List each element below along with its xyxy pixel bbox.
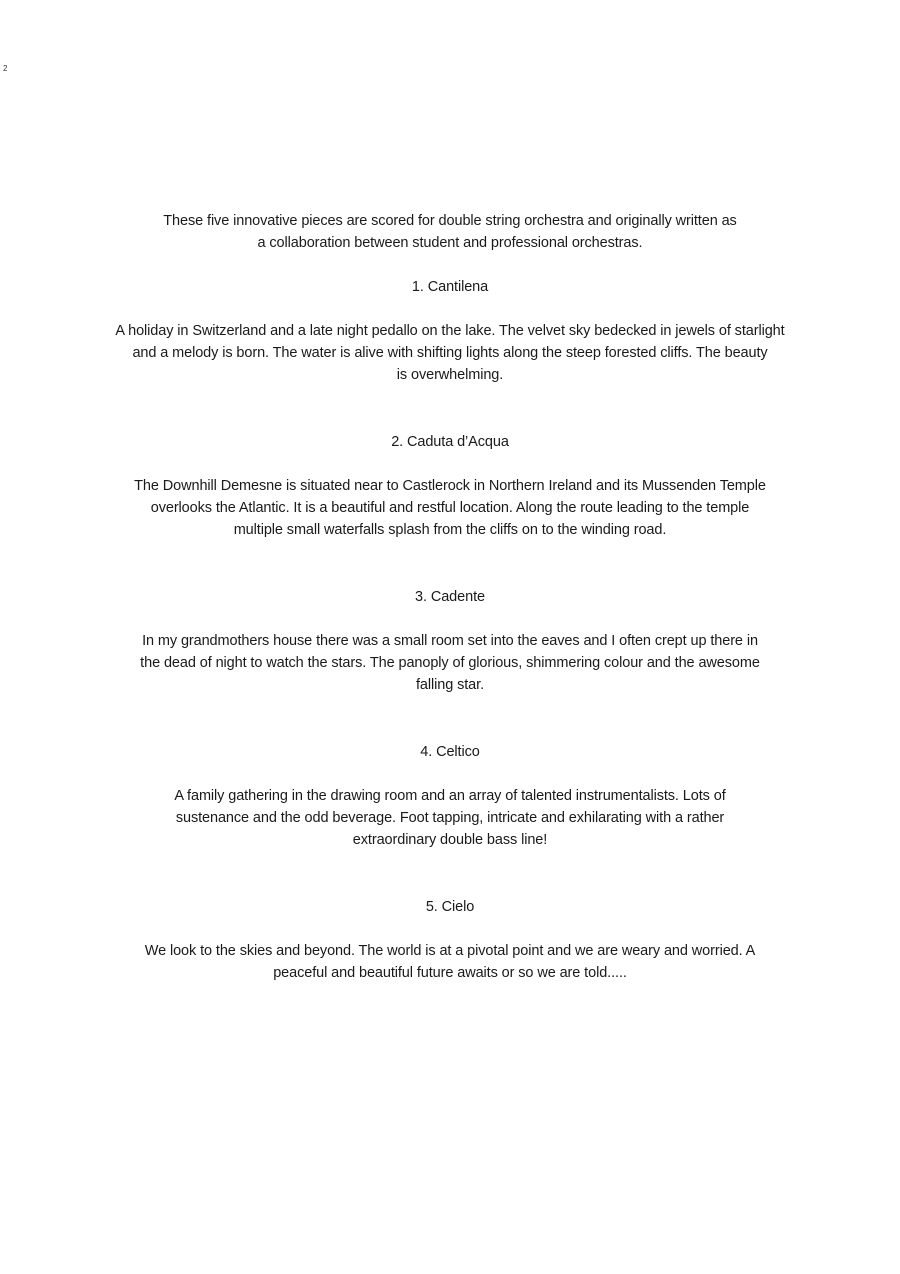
section-title: 4. Celtico bbox=[420, 744, 480, 760]
text-line: We look to the skies and beyond. The world is at a pivotal point and we are weary and worried. A bbox=[144, 943, 756, 959]
section-celtico bbox=[40, 741, 860, 851]
section-title: 2. Caduta d’Acqua bbox=[391, 434, 509, 450]
section-description bbox=[40, 630, 860, 696]
section-cielo bbox=[40, 896, 860, 984]
intro-paragraph bbox=[40, 210, 860, 254]
text-line: overlooks the Atlantic. It is a beautiful and restful location. Along the route leading to the temple bbox=[150, 500, 750, 516]
section-description bbox=[40, 940, 860, 984]
text-line: and a melody is born. The water is alive with shifting lights along the steep forested cliffs. The beauty bbox=[132, 345, 768, 361]
section-cantilena bbox=[40, 276, 860, 386]
text-line: extraordinary double bass line! bbox=[352, 832, 548, 848]
section-title: 5. Cielo bbox=[425, 899, 475, 915]
section-title: 3. Cadente bbox=[415, 589, 485, 605]
intro-line: These five innovative pieces are scored for double string orchestra and originally written as bbox=[163, 213, 737, 229]
page-number: 2 bbox=[3, 64, 8, 73]
section-cadente bbox=[40, 586, 860, 696]
text-line: The Downhill Demesne is situated near to Castlerock in Northern Ireland and its Mussenden Temple bbox=[134, 478, 766, 494]
text-line: In my grandmothers house there was a small room set into the eaves and I often crept up there in bbox=[142, 633, 758, 649]
text-line: falling star. bbox=[415, 677, 484, 693]
section-description bbox=[40, 320, 860, 386]
section-title: 1. Cantilena bbox=[411, 279, 489, 295]
text-line: sustenance and the odd beverage. Foot tapping, intricate and exhilarating with a rather bbox=[175, 810, 725, 826]
section-caduta-dacqua bbox=[40, 431, 860, 541]
text-line: A holiday in Switzerland and a late night pedallo on the lake. The velvet sky bedecked in jewels of starlight bbox=[115, 323, 785, 339]
section-description bbox=[40, 785, 860, 851]
text-line: multiple small waterfalls splash from the cliffs on to the winding road. bbox=[233, 522, 667, 538]
text-line: peaceful and beautiful future awaits or so we are told..... bbox=[273, 965, 627, 981]
section-description bbox=[40, 475, 860, 541]
intro-line: a collaboration between student and professional orchestras. bbox=[257, 235, 643, 251]
document-body bbox=[40, 210, 860, 1029]
text-line: A family gathering in the drawing room and an array of talented instrumentalists. Lots of bbox=[174, 788, 726, 804]
text-line: is overwhelming. bbox=[396, 367, 504, 383]
text-line: the dead of night to watch the stars. The panoply of glorious, shimmering colour and the awesome bbox=[140, 655, 760, 671]
